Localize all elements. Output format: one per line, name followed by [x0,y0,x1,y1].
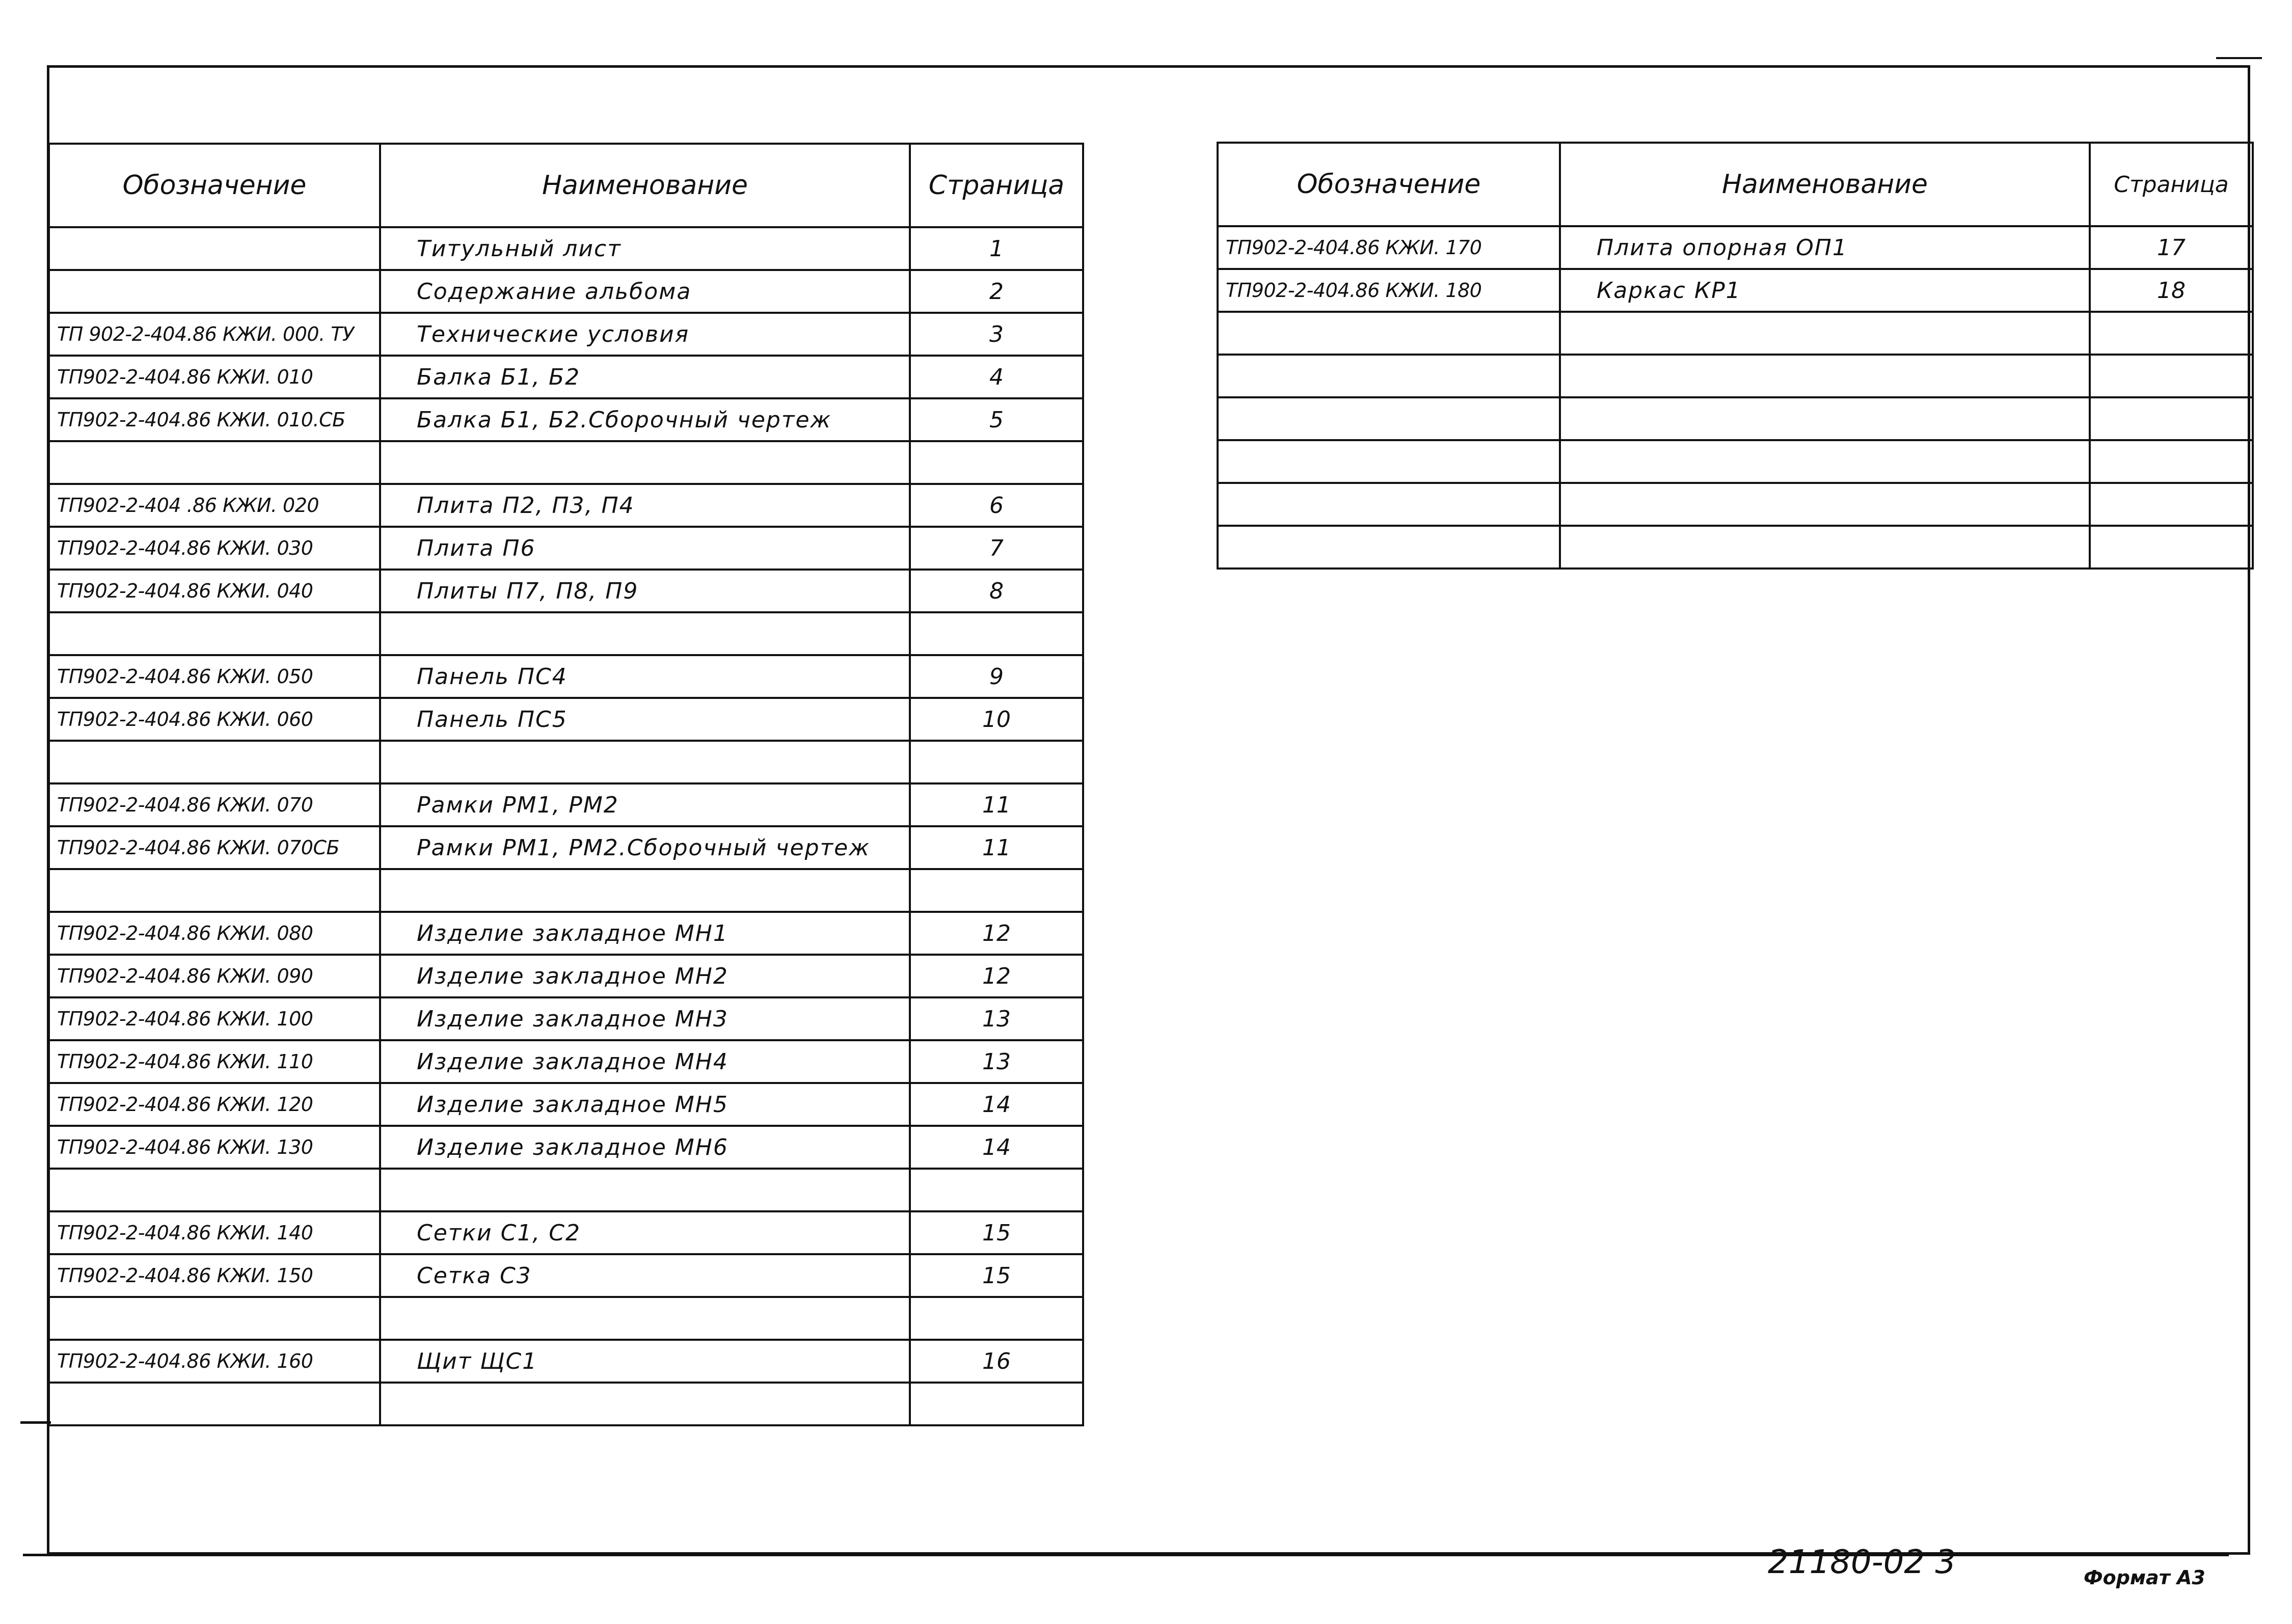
page-cell: 17 [2090,226,2253,269]
table-row [49,1211,1083,1254]
designation-cell: ТП902-2-404.86 КЖИ. 110 [49,1040,380,1083]
name-cell: Каркас КР1 [1560,269,2090,312]
table-row [1218,269,2253,312]
designation-cell: ТП902-2-404.86 КЖИ. 130 [49,1126,380,1169]
designation-cell [1218,483,1560,526]
contents-table-left [48,143,1084,1426]
designation-cell: ТП902-2-404.86 КЖИ. 080 [49,912,380,955]
name-cell [1560,355,2090,397]
table-row [49,612,1083,655]
table-row [49,955,1083,997]
page-cell: 8 [910,570,1083,612]
page-cell [2090,397,2253,440]
table-row [49,655,1083,698]
name-cell: Панель ПС4 [380,655,910,698]
header-name: Наименование [1560,143,2090,226]
table-row [49,398,1083,441]
designation-cell [1218,397,1560,440]
page-cell: 1 [910,227,1083,270]
name-cell: Рамки РМ1, РМ2.Сборочный чертеж [380,826,910,869]
header-page: Страница [2090,143,2253,226]
page-cell: 5 [910,398,1083,441]
table-row [49,527,1083,570]
table-row [49,356,1083,398]
name-cell: Изделие закладное МН2 [380,955,910,997]
table-row [49,270,1083,313]
table-row [49,741,1083,783]
table-row [49,1083,1083,1126]
name-cell: Титульный лист [380,227,910,270]
page-cell: 14 [910,1126,1083,1169]
table-row [49,869,1083,912]
name-cell: Сетки С1, С2 [380,1211,910,1254]
name-cell: Плита П2, П3, П4 [380,484,910,527]
name-cell [380,1383,910,1425]
name-cell [380,1169,910,1211]
name-cell: Содержание альбома [380,270,910,313]
designation-cell [1218,440,1560,483]
designation-cell: ТП902-2-404.86 КЖИ. 120 [49,1083,380,1126]
page-cell [2090,483,2253,526]
page-cell: 13 [910,997,1083,1040]
page-cell: 11 [910,783,1083,826]
designation-cell: ТП902-2-404.86 КЖИ. 090 [49,955,380,997]
page-cell: 16 [910,1340,1083,1383]
contents-body-left [49,227,1083,1425]
table-row [49,698,1083,741]
designation-cell: ТП902-2-404.86 КЖИ. 040 [49,570,380,612]
table-row [49,826,1083,869]
designation-cell: ТП902-2-404 .86 КЖИ. 020 [49,484,380,527]
top-margin-tick [2216,57,2262,59]
page-cell [910,1383,1083,1425]
name-cell [1560,440,2090,483]
name-cell: Изделие закладное МН5 [380,1083,910,1126]
designation-cell: ТП902-2-404.86 КЖИ. 170 [1218,226,1560,269]
page-cell: 3 [910,313,1083,356]
designation-cell: ТП902-2-404.86 КЖИ. 060 [49,698,380,741]
designation-cell [49,741,380,783]
name-cell: Плита П6 [380,527,910,570]
name-cell: Рамки РМ1, РМ2 [380,783,910,826]
designation-cell: ТП902-2-404.86 КЖИ. 100 [49,997,380,1040]
designation-cell: ТП902-2-404.86 КЖИ. 180 [1218,269,1560,312]
header-name: Наименование [380,144,910,227]
page-cell: 9 [910,655,1083,698]
page-cell: 14 [910,1083,1083,1126]
table-row [1218,355,2253,397]
table-row [49,227,1083,270]
name-cell: Изделие закладное МН6 [380,1126,910,1169]
name-cell: Панель ПС5 [380,698,910,741]
designation-cell: ТП902-2-404.86 КЖИ. 150 [49,1254,380,1297]
table-row [49,1254,1083,1297]
page-cell: 10 [910,698,1083,741]
name-cell: Балка Б1, Б2.Сборочный чертеж [380,398,910,441]
page-cell: 4 [910,356,1083,398]
designation-cell [49,869,380,912]
designation-cell: ТП902-2-404.86 КЖИ. 030 [49,527,380,570]
name-cell: Технические условия [380,313,910,356]
name-cell [1560,397,2090,440]
header-designation: Обозначение [1218,143,1560,226]
page-cell [910,612,1083,655]
page-cell [910,869,1083,912]
contents-body-right [1218,226,2253,569]
contents-table-right [1217,142,2254,570]
designation-cell [1218,526,1560,569]
designation-cell [49,1169,380,1211]
header-designation: Обозначение [49,144,380,227]
page-cell [2090,312,2253,355]
table-row [49,997,1083,1040]
name-cell [1560,483,2090,526]
designation-cell: ТП902-2-404.86 КЖИ. 140 [49,1211,380,1254]
designation-cell [49,612,380,655]
table-row [1218,440,2253,483]
designation-cell: ТП902-2-404.86 КЖИ. 010.СБ [49,398,380,441]
page-cell: 15 [910,1254,1083,1297]
designation-cell: ТП902-2-404.86 КЖИ. 070СБ [49,826,380,869]
table-row [49,912,1083,955]
page-cell [910,441,1083,484]
name-cell [380,741,910,783]
name-cell: Плита опорная ОП1 [1560,226,2090,269]
designation-cell: ТП902-2-404.86 КЖИ. 070 [49,783,380,826]
name-cell [1560,526,2090,569]
table-row [1218,526,2253,569]
table-row [49,484,1083,527]
page-cell: 12 [910,955,1083,997]
table-row [49,441,1083,484]
name-cell [380,441,910,484]
table-row [49,1383,1083,1425]
page-cell: 15 [910,1211,1083,1254]
header-page: Страница [910,144,1083,227]
designation-cell [49,227,380,270]
page-cell [910,1297,1083,1340]
table-row [49,1169,1083,1211]
table-row [49,1340,1083,1383]
sheet-code: 21180-02 3 [1768,1544,1956,1581]
page-cell [2090,526,2253,569]
page-cell [910,741,1083,783]
left-margin-tick [20,1421,51,1424]
designation-cell: ТП902-2-404.86 КЖИ. 050 [49,655,380,698]
designation-cell [1218,312,1560,355]
table-row [49,783,1083,826]
designation-cell: ТП902-2-404.86 КЖИ. 010 [49,356,380,398]
designation-cell [49,1297,380,1340]
table-row [49,1126,1083,1169]
header-row [49,144,1083,227]
name-cell: Балка Б1, Б2 [380,356,910,398]
table-row [49,313,1083,356]
table-row [49,1040,1083,1083]
header-row [1218,143,2253,226]
name-cell: Сетка С3 [380,1254,910,1297]
page-cell [2090,440,2253,483]
page-cell: 11 [910,826,1083,869]
name-cell [380,612,910,655]
designation-cell [49,270,380,313]
page-cell [2090,355,2253,397]
designation-cell: ТП902-2-404.86 КЖИ. 160 [49,1340,380,1383]
name-cell: Изделие закладное МН3 [380,997,910,1040]
designation-cell [49,1383,380,1425]
page-cell [910,1169,1083,1211]
designation-cell [1218,355,1560,397]
table-row [1218,397,2253,440]
page-cell: 18 [2090,269,2253,312]
name-cell [380,869,910,912]
page-cell: 12 [910,912,1083,955]
table-row [1218,226,2253,269]
name-cell [380,1297,910,1340]
table-row [1218,312,2253,355]
name-cell: Плиты П7, П8, П9 [380,570,910,612]
format-label: Формат А3 [2084,1566,2205,1589]
table-row [49,1297,1083,1340]
name-cell: Изделие закладное МН1 [380,912,910,955]
table-row [49,570,1083,612]
page-cell: 6 [910,484,1083,527]
name-cell [1560,312,2090,355]
designation-cell [49,441,380,484]
page-cell: 2 [910,270,1083,313]
name-cell: Щит ЩС1 [380,1340,910,1383]
table-row [1218,483,2253,526]
page-cell: 7 [910,527,1083,570]
name-cell: Изделие закладное МН4 [380,1040,910,1083]
designation-cell: ТП 902-2-404.86 КЖИ. 000. ТУ [49,313,380,356]
page-cell: 13 [910,1040,1083,1083]
